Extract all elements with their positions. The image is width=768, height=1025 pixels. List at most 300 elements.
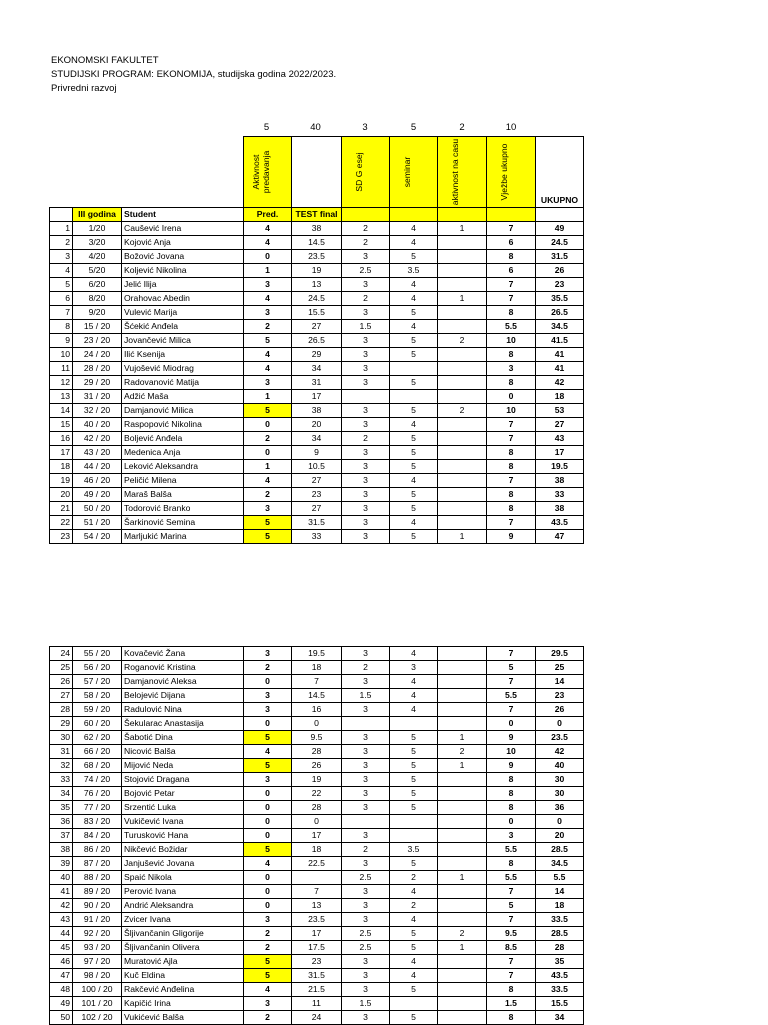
aktivnost-points [438,647,487,661]
pred-points: 3 [244,913,292,927]
aktivnost-points [438,801,487,815]
student-name: Turusković Hana [122,829,244,843]
test-points: 23.5 [292,250,342,264]
student-name: Adžić Maša [122,390,244,404]
row-number: 24 [50,647,73,661]
total-points: 38 [536,474,584,488]
pred-points: 5 [244,955,292,969]
col-sdg-esej: SD G esej [342,137,390,208]
vjezbe-points: 5.5 [487,871,536,885]
sdg-points: 3 [342,404,390,418]
total-points: 23.5 [536,731,584,745]
student-name: Šabotić Dina [122,731,244,745]
total-points: 29.5 [536,647,584,661]
index-number: 62 / 20 [73,731,122,745]
vjezbe-points: 7 [487,647,536,661]
sdg-points: 2 [342,661,390,675]
total-points: 38 [536,502,584,516]
vjezbe-points: 7 [487,432,536,446]
aktivnost-points: 1 [438,292,487,306]
aktivnost-points [438,474,487,488]
row-number: 42 [50,899,73,913]
total-points: 36 [536,801,584,815]
test-points: 28 [292,801,342,815]
index-number: 50 / 20 [73,502,122,516]
row-number: 36 [50,815,73,829]
sdg-points: 2.5 [342,941,390,955]
index-number: 76 / 20 [73,787,122,801]
seminar-points: 4 [390,320,438,334]
seminar-points: 5 [390,348,438,362]
sdg-points: 2 [342,843,390,857]
weight-vjezbe: 10 [505,122,517,133]
table-row [50,913,584,927]
pred-points: 4 [244,362,292,376]
table-row [50,222,584,236]
pred-points: 2 [244,661,292,675]
test-points: 33 [292,530,342,544]
vjezbe-points: 7 [487,292,536,306]
table-row [50,474,584,488]
index-number: 86 / 20 [73,843,122,857]
document-header [51,54,336,96]
aktivnost-points [438,306,487,320]
vjezbe-points: 9 [487,759,536,773]
test-points: 29 [292,348,342,362]
total-points: 15.5 [536,997,584,1011]
test-points: 7 [292,675,342,689]
aktivnost-points [438,773,487,787]
index-number: 88 / 20 [73,871,122,885]
test-points: 13 [292,278,342,292]
index-number: 28 / 20 [73,362,122,376]
test-points: 21.5 [292,983,342,997]
student-name: Vukićević Balša [122,1011,244,1025]
seminar-points: 5 [390,446,438,460]
total-points: 30 [536,773,584,787]
seminar-points: 4 [390,955,438,969]
row-number: 37 [50,829,73,843]
vjezbe-points: 8 [487,1011,536,1025]
pred-points: 4 [244,474,292,488]
sdg-points: 3 [342,488,390,502]
vjezbe-points: 7 [487,222,536,236]
seminar-points: 5 [390,745,438,759]
aktivnost-points [438,250,487,264]
total-points: 27 [536,418,584,432]
pred-points: 0 [244,418,292,432]
seminar-points: 2 [390,871,438,885]
vjezbe-points: 3 [487,362,536,376]
table-row [50,843,584,857]
pred-points: 5 [244,731,292,745]
col-pred: Pred. [244,208,292,222]
table-row [50,292,584,306]
seminar-points: 5 [390,731,438,745]
row-number: 30 [50,731,73,745]
test-points: 26 [292,759,342,773]
pred-points: 4 [244,348,292,362]
seminar-points [390,997,438,1011]
total-points: 33.5 [536,983,584,997]
vjezbe-points: 0 [487,717,536,731]
table-row [50,362,584,376]
pred-points: 0 [244,801,292,815]
test-points: 38 [292,222,342,236]
seminar-points: 5 [390,432,438,446]
index-number: 66 / 20 [73,745,122,759]
seminar-points: 5 [390,306,438,320]
index-number: 44 / 20 [73,460,122,474]
seminar-points [390,362,438,376]
sdg-points: 3 [342,306,390,320]
sdg-points: 3 [342,885,390,899]
index-number: 32 / 20 [73,404,122,418]
seminar-points: 5 [390,759,438,773]
test-points: 14.5 [292,236,342,250]
seminar-points: 4 [390,516,438,530]
vjezbe-points: 8 [487,348,536,362]
total-points: 28.5 [536,843,584,857]
seminar-points: 4 [390,913,438,927]
row-number: 26 [50,675,73,689]
total-points: 23 [536,689,584,703]
sdg-points: 2.5 [342,264,390,278]
sdg-points: 3 [342,675,390,689]
sdg-points: 1.5 [342,689,390,703]
table-row [50,446,584,460]
index-number: 42 / 20 [73,432,122,446]
test-points: 31 [292,376,342,390]
sdg-points: 3 [342,278,390,292]
total-points: 18 [536,899,584,913]
pred-points: 0 [244,871,292,885]
vjezbe-points: 7 [487,516,536,530]
student-name: Boljević Anđela [122,432,244,446]
student-name: Kovačević Žana [122,647,244,661]
test-points: 19 [292,773,342,787]
row-number: 18 [50,460,73,474]
vjezbe-points: 7 [487,418,536,432]
student-name: Šekularac Anastasija [122,717,244,731]
row-number: 12 [50,376,73,390]
test-points: 0 [292,815,342,829]
test-points: 11 [292,997,342,1011]
row-number: 19 [50,474,73,488]
pred-points: 5 [244,404,292,418]
total-points: 49 [536,222,584,236]
seminar-points: 4 [390,703,438,717]
test-points: 24.5 [292,292,342,306]
row-number: 13 [50,390,73,404]
test-points [292,871,342,885]
index-number: 3/20 [73,236,122,250]
row-number: 4 [50,264,73,278]
pred-points: 0 [244,446,292,460]
grades-table-part-1 [49,136,584,544]
seminar-points: 5 [390,787,438,801]
pred-points: 0 [244,675,292,689]
table-row [50,773,584,787]
student-name: Leković Aleksandra [122,460,244,474]
aktivnost-points [438,516,487,530]
aktivnost-points [438,376,487,390]
row-number: 15 [50,418,73,432]
test-points: 17 [292,829,342,843]
pred-points: 5 [244,334,292,348]
seminar-points: 3.5 [390,264,438,278]
total-points: 20 [536,829,584,843]
student-name: Šljivančanin Gligorije [122,927,244,941]
sdg-points: 2.5 [342,927,390,941]
student-name: Nicović Balša [122,745,244,759]
pred-points: 2 [244,941,292,955]
vjezbe-points: 0 [487,815,536,829]
col-student: Student [122,208,244,222]
sdg-points: 3 [342,250,390,264]
seminar-points: 4 [390,689,438,703]
seminar-points: 5 [390,773,438,787]
table-row [50,488,584,502]
aktivnost-points [438,843,487,857]
pred-points: 5 [244,759,292,773]
student-name: Andrić Aleksandra [122,899,244,913]
aktivnost-points [438,997,487,1011]
row-number: 49 [50,997,73,1011]
total-points: 28.5 [536,927,584,941]
table-row [50,927,584,941]
total-points: 31.5 [536,250,584,264]
row-number: 35 [50,801,73,815]
vjezbe-points: 3 [487,829,536,843]
course-name: Privredni razvoj [51,83,117,94]
seminar-points: 4 [390,969,438,983]
row-number: 5 [50,278,73,292]
student-name: Raspopović Nikolina [122,418,244,432]
col-test-final: TEST final [292,208,342,222]
row-number: 25 [50,661,73,675]
table-row [50,647,584,661]
vjezbe-points: 8 [487,773,536,787]
vjezbe-points: 8 [487,857,536,871]
index-number: 8/20 [73,292,122,306]
vjezbe-points: 8 [487,502,536,516]
total-points: 26 [536,703,584,717]
table-row [50,502,584,516]
vjezbe-points: 8 [487,250,536,264]
index-number: 59 / 20 [73,703,122,717]
pred-points: 0 [244,787,292,801]
row-number: 21 [50,502,73,516]
row-number: 31 [50,745,73,759]
seminar-points: 4 [390,236,438,250]
index-number: 102 / 20 [73,1011,122,1025]
row-number: 14 [50,404,73,418]
row-number: 6 [50,292,73,306]
aktivnost-points [438,829,487,843]
table-row [50,460,584,474]
test-points: 18 [292,661,342,675]
index-number: 24 / 20 [73,348,122,362]
total-points: 14 [536,885,584,899]
sdg-points: 3 [342,955,390,969]
row-number: 40 [50,871,73,885]
pred-points: 0 [244,717,292,731]
table-row [50,1011,584,1025]
row-number: 28 [50,703,73,717]
vjezbe-points: 5.5 [487,843,536,857]
student-name: Jovančević Milica [122,334,244,348]
sdg-points: 3 [342,983,390,997]
row-number: 38 [50,843,73,857]
table-row [50,983,584,997]
row-number: 29 [50,717,73,731]
test-points: 22.5 [292,857,342,871]
faculty-name: EKONOMSKI FAKULTET [51,55,159,66]
pred-points: 0 [244,829,292,843]
total-points: 35.5 [536,292,584,306]
table-row [50,530,584,544]
aktivnost-points [438,278,487,292]
aktivnost-points: 1 [438,871,487,885]
row-number: 47 [50,969,73,983]
aktivnost-points [438,502,487,516]
table-row [50,236,584,250]
total-points: 43.5 [536,516,584,530]
aktivnost-points [438,348,487,362]
student-name: Todorović Branko [122,502,244,516]
row-number: 34 [50,787,73,801]
student-name: Vukičević Ivana [122,815,244,829]
index-number: 43 / 20 [73,446,122,460]
row-number: 33 [50,773,73,787]
index-number: 101 / 20 [73,997,122,1011]
pred-points: 3 [244,278,292,292]
vjezbe-points: 8 [487,446,536,460]
table-row [50,264,584,278]
test-points: 16 [292,703,342,717]
test-points: 9.5 [292,731,342,745]
aktivnost-points [438,418,487,432]
sdg-points: 3 [342,787,390,801]
seminar-points: 5 [390,1011,438,1025]
test-points: 22 [292,787,342,801]
test-points: 19 [292,264,342,278]
seminar-points: 5 [390,404,438,418]
sdg-points: 3 [342,829,390,843]
vjezbe-points: 10 [487,404,536,418]
test-points: 27 [292,502,342,516]
aktivnost-points: 1 [438,941,487,955]
pred-points: 0 [244,885,292,899]
row-number: 9 [50,334,73,348]
table-row [50,731,584,745]
aktivnost-points: 2 [438,404,487,418]
total-points: 42 [536,376,584,390]
index-number: 31 / 20 [73,390,122,404]
index-number: 89 / 20 [73,885,122,899]
seminar-points: 5 [390,334,438,348]
total-points: 14 [536,675,584,689]
test-points: 20 [292,418,342,432]
test-points: 10.5 [292,460,342,474]
table-row [50,376,584,390]
row-number: 16 [50,432,73,446]
test-points: 18 [292,843,342,857]
weight-seminar: 5 [410,122,417,133]
vjezbe-points: 9.5 [487,927,536,941]
aktivnost-points [438,362,487,376]
student-name: Jelić Ilija [122,278,244,292]
sdg-points: 2.5 [342,871,390,885]
col-ukupno: UKUPNO [536,137,584,208]
index-number: 1/20 [73,222,122,236]
pred-points: 0 [244,815,292,829]
index-number: 15 / 20 [73,320,122,334]
pred-points: 4 [244,983,292,997]
aktivnost-points [438,857,487,871]
aktivnost-points [438,390,487,404]
student-name: Rakčević Anđelina [122,983,244,997]
index-number: 46 / 20 [73,474,122,488]
seminar-points: 4 [390,474,438,488]
test-points: 17 [292,927,342,941]
max-points-row [0,122,768,136]
aktivnost-points [438,432,487,446]
aktivnost-points [438,1011,487,1025]
test-points: 15.5 [292,306,342,320]
student-name: Bojović Petar [122,787,244,801]
test-points: 0 [292,717,342,731]
total-points: 18 [536,390,584,404]
seminar-points: 3.5 [390,843,438,857]
table-row [50,334,584,348]
pred-points: 4 [244,236,292,250]
row-number: 32 [50,759,73,773]
sdg-points: 2 [342,222,390,236]
total-points: 0 [536,815,584,829]
vjezbe-points: 5 [487,899,536,913]
sdg-points: 2 [342,432,390,446]
sdg-points: 3 [342,703,390,717]
aktivnost-points [438,913,487,927]
vjezbe-points: 8 [487,376,536,390]
seminar-points: 4 [390,222,438,236]
index-number: 98 / 20 [73,969,122,983]
aktivnost-points: 1 [438,731,487,745]
table-row [50,516,584,530]
index-number: 5/20 [73,264,122,278]
student-name: Vujošević Miodrag [122,362,244,376]
sdg-points: 3 [342,647,390,661]
table-row [50,703,584,717]
total-points: 33 [536,488,584,502]
seminar-points: 5 [390,460,438,474]
col-vjezbe-ukupno: Vježbe ukupno [487,137,536,208]
table-row [50,320,584,334]
vjezbe-points: 10 [487,745,536,759]
vjezbe-points: 0 [487,390,536,404]
pred-points: 1 [244,390,292,404]
row-number: 48 [50,983,73,997]
vjezbe-points: 7 [487,955,536,969]
index-number: 68 / 20 [73,759,122,773]
total-points: 53 [536,404,584,418]
row-number: 43 [50,913,73,927]
vjezbe-points: 8 [487,306,536,320]
pred-points: 5 [244,969,292,983]
aktivnost-points [438,815,487,829]
